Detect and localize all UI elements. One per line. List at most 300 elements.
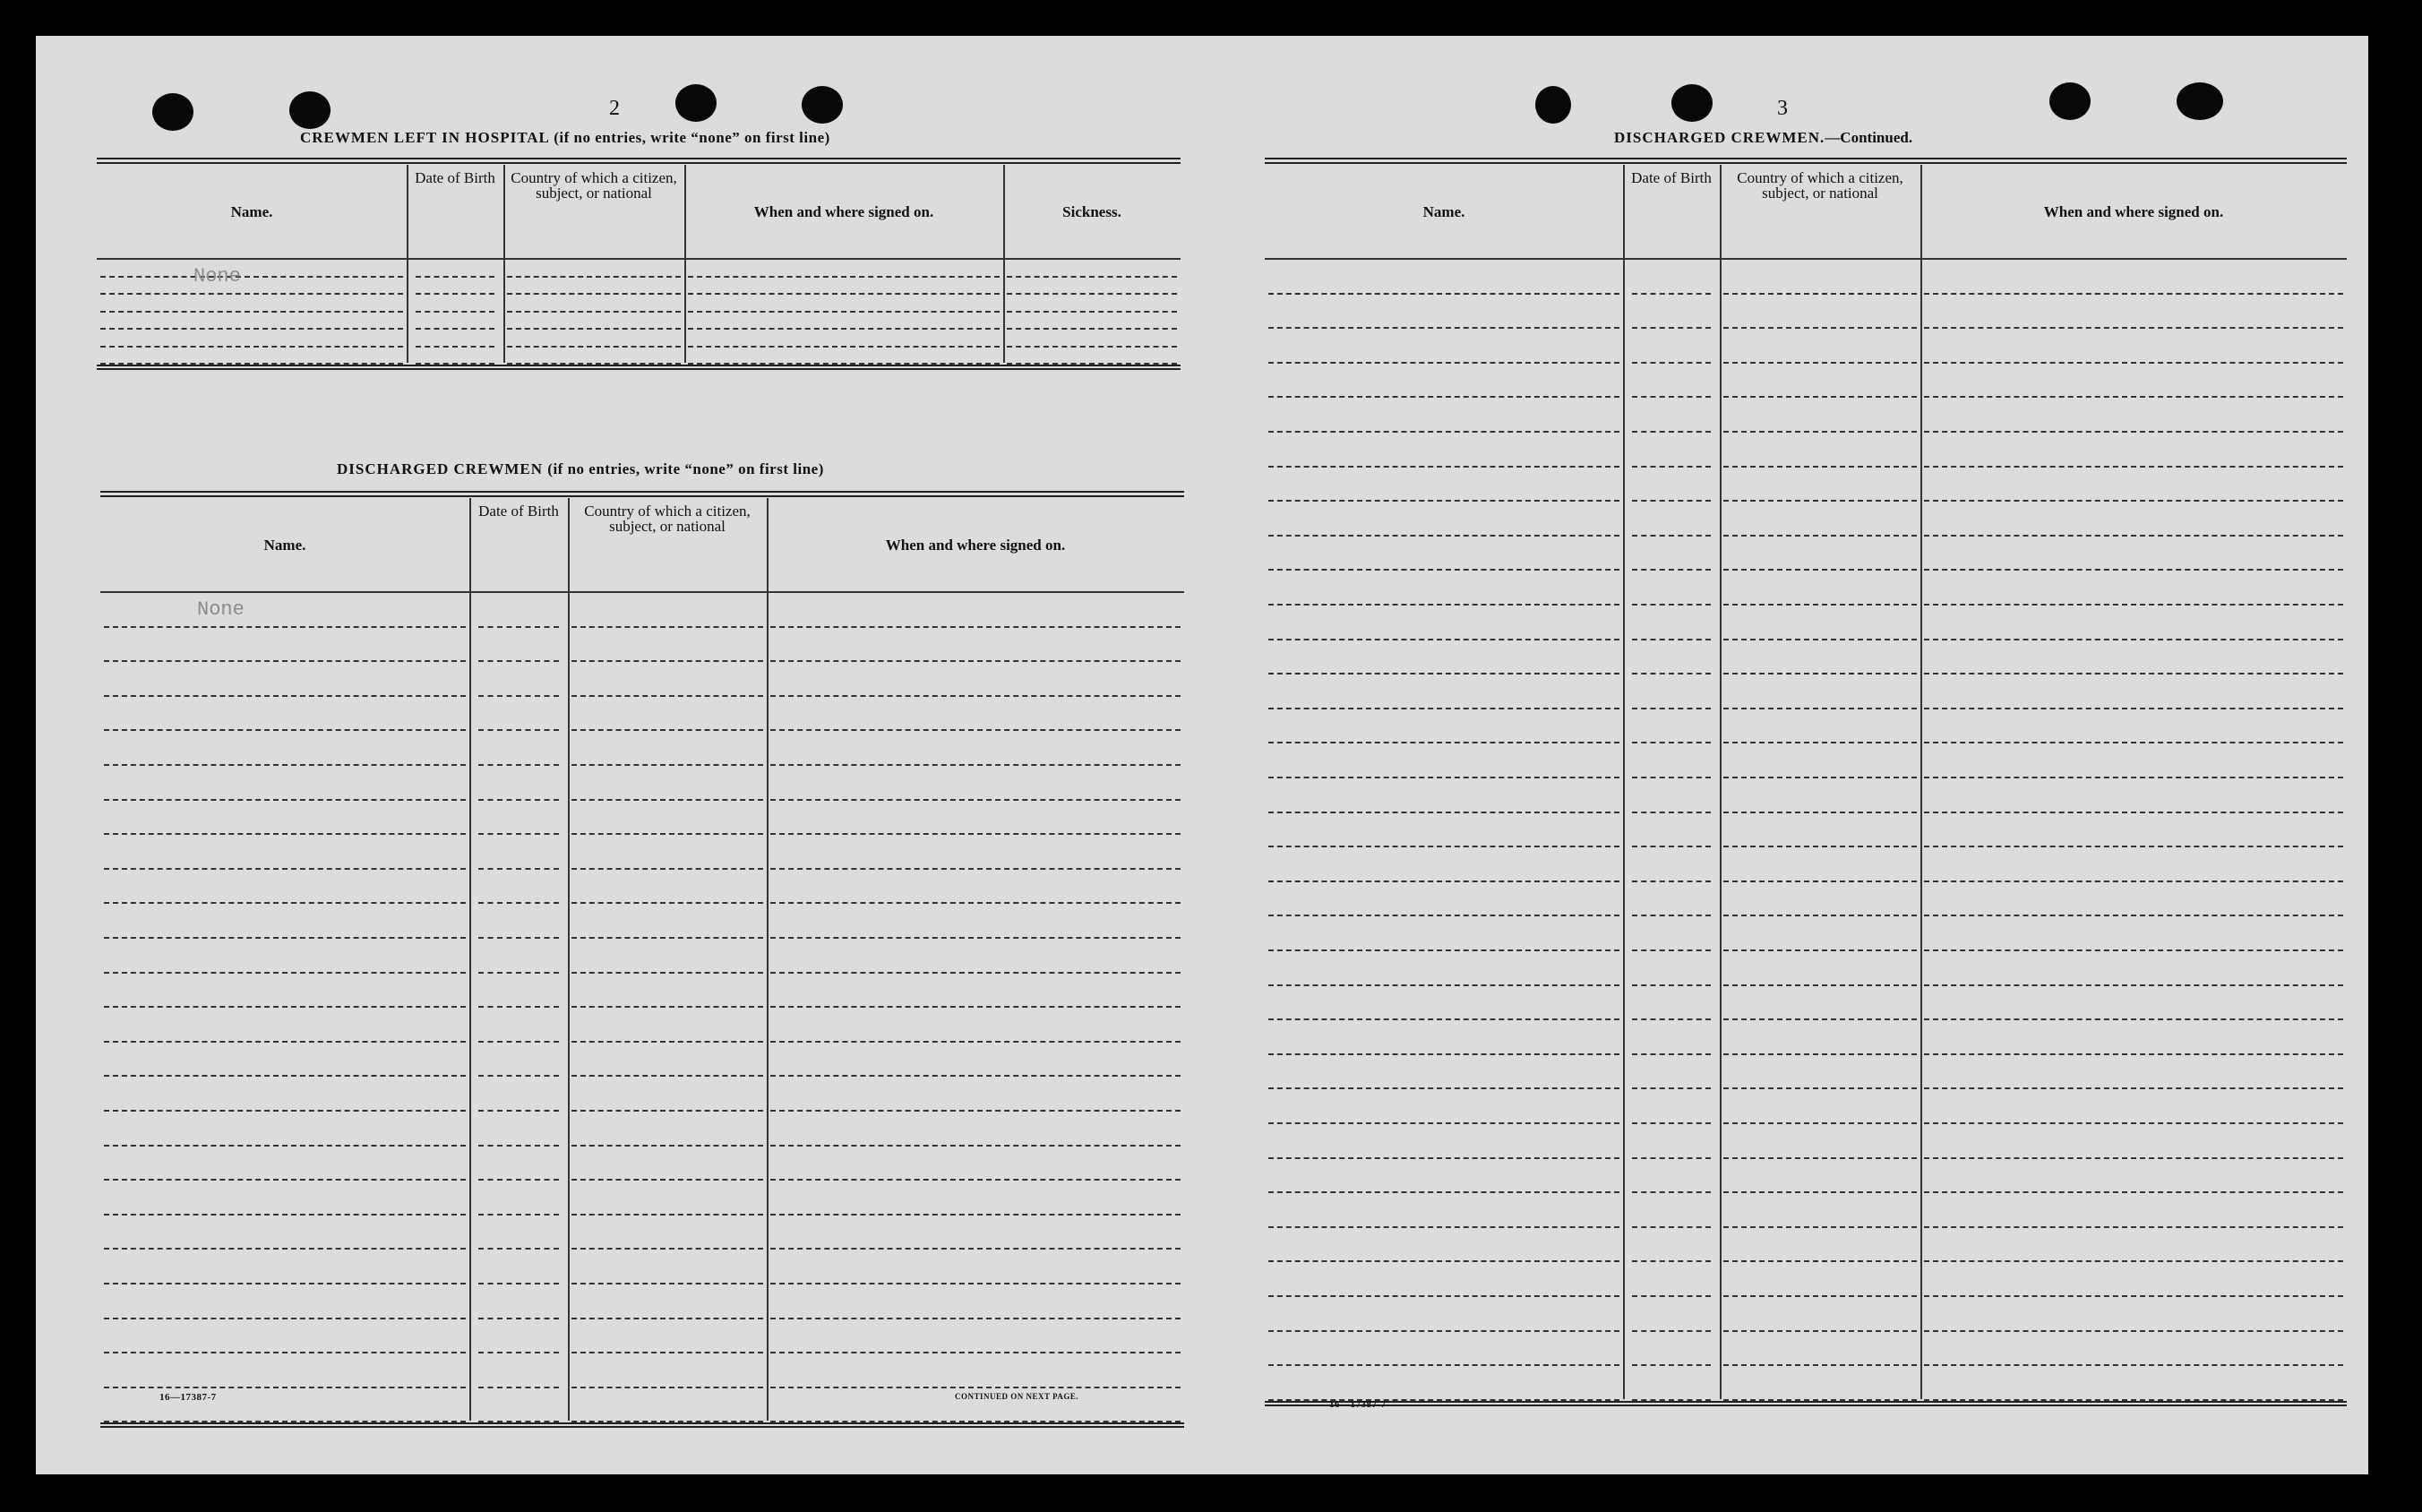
entry-line (1924, 1364, 2343, 1366)
page-number-left: 2 (609, 97, 620, 120)
header-rule (97, 258, 1181, 260)
entry-line (1924, 846, 2343, 847)
entry-line (770, 1075, 1181, 1077)
entry-line (1632, 742, 1711, 743)
entry-line (416, 276, 494, 278)
punch-hole (2049, 82, 2091, 120)
column-header: Country of which a citizen, subject, or national (1737, 169, 1903, 202)
continued-title-suffix: —Continued. (1825, 129, 1913, 146)
rule-bottom (97, 368, 1181, 370)
entry-line (1632, 708, 1711, 709)
entry-line (104, 1387, 466, 1388)
entry-line (1723, 604, 1917, 606)
entry-line (1268, 431, 1619, 433)
entry-line (571, 1075, 763, 1077)
rule-top (100, 495, 1184, 497)
entry-line (1723, 396, 1917, 398)
entry-line (1924, 639, 2343, 640)
form-number-left: 16—17387-7 (159, 1392, 217, 1403)
entry-line (770, 1110, 1181, 1112)
entry-line (1723, 569, 1917, 571)
entry-line (1924, 984, 2343, 986)
column-divider (767, 498, 769, 1421)
entry-line (770, 937, 1181, 939)
entry-line (478, 799, 559, 801)
entry-line (1632, 431, 1711, 433)
entry-line (1723, 708, 1917, 709)
entry-line (1268, 535, 1619, 537)
entry-line (478, 626, 559, 628)
entry-line (1268, 569, 1619, 571)
entry-line (1723, 1330, 1917, 1332)
entry-line (1268, 708, 1619, 709)
entry-line (770, 729, 1181, 731)
column-divider (1003, 165, 1005, 363)
entry-line (104, 729, 466, 731)
entry-line (1723, 466, 1917, 468)
entry-line (571, 660, 763, 662)
column-header: Date of Birth (415, 169, 495, 186)
entry-line (1268, 327, 1619, 329)
entry-line (1924, 812, 2343, 813)
entry-line (1924, 777, 2343, 778)
entry-line (1632, 569, 1711, 571)
entry-line (1723, 1364, 1917, 1366)
entry-line (1268, 1330, 1619, 1332)
entry-line (1723, 1226, 1917, 1228)
column-header: Date of Birth (1631, 169, 1712, 186)
entry-line (1924, 569, 2343, 571)
entry-line (1723, 812, 1917, 813)
entry-line (770, 1041, 1181, 1043)
entry-line (100, 311, 403, 313)
entry-line (571, 1179, 763, 1181)
entry-line (104, 1214, 466, 1216)
entry-line (1924, 431, 2343, 433)
entry-line (507, 276, 681, 278)
entry-line (478, 902, 559, 904)
entry-line (1007, 293, 1177, 295)
entry-line (770, 1214, 1181, 1216)
entry-line (1924, 1191, 2343, 1193)
rule-top (97, 158, 1181, 159)
hospital-table (97, 158, 1181, 372)
entry-line (571, 937, 763, 939)
entry-line (478, 695, 559, 697)
entry-line (1723, 1122, 1917, 1124)
entry-line (1632, 1226, 1711, 1228)
entry-line (1723, 742, 1917, 743)
entry-line (104, 1145, 466, 1147)
rule-top (1265, 158, 2347, 159)
entry-line (1007, 311, 1177, 313)
entry-line (104, 1352, 466, 1353)
entry-line (1632, 881, 1711, 882)
entry-line (104, 660, 466, 662)
entry-line (1924, 742, 2343, 743)
entry-line (571, 868, 763, 870)
entry-line (770, 626, 1181, 628)
entry-line (1007, 276, 1177, 278)
entry-line (1268, 362, 1619, 364)
rule-bottom (100, 1426, 1184, 1428)
entry-line (1268, 915, 1619, 916)
entry-line (1723, 1053, 1917, 1055)
entry-line (1723, 777, 1917, 778)
column-header: When and where signed on. (2043, 203, 2224, 220)
continued-note: CONTINUED ON NEXT PAGE. (955, 1392, 1079, 1401)
column-header: Name. (230, 203, 273, 220)
page-number-right: 3 (1777, 97, 1788, 120)
entry-line (1268, 984, 1619, 986)
entry-line (1268, 1122, 1619, 1124)
entry-line (1924, 293, 2343, 295)
entry-line (571, 1110, 763, 1112)
entry-line (1268, 639, 1619, 640)
entry-line (1924, 915, 2343, 916)
entry-line (478, 1352, 559, 1353)
entry-line (478, 937, 559, 939)
entry-line (1632, 362, 1711, 364)
entry-line (1924, 1122, 2343, 1124)
entry-line (1268, 1018, 1619, 1020)
entry-line (1632, 1053, 1711, 1055)
entry-line (1723, 915, 1917, 916)
entry-line (571, 1352, 763, 1353)
entry-line (507, 346, 681, 348)
entry-line (688, 328, 1000, 330)
entry-line (1632, 1364, 1711, 1366)
hospital-instruction: (if no entries, write “none” on first line) (554, 129, 830, 146)
entry-line (1632, 466, 1711, 468)
entry-line (1632, 1260, 1711, 1262)
entry-line (1924, 1226, 2343, 1228)
entry-line (1632, 1157, 1711, 1159)
entry-line (104, 972, 466, 974)
entry-line (104, 799, 466, 801)
column-header: When and where signed on. (753, 203, 934, 220)
column-header: Name. (263, 537, 306, 554)
entry-line (104, 902, 466, 904)
entry-line (478, 764, 559, 766)
form-number-right: 16—17387-7 (1329, 1399, 1387, 1410)
entry-line (478, 1283, 559, 1284)
rule-bottom (97, 365, 1181, 366)
entry-line (478, 1006, 559, 1008)
entry-line (571, 1387, 763, 1388)
rule-bottom (1265, 1405, 2347, 1406)
entry-line (770, 833, 1181, 835)
entry-line (571, 695, 763, 697)
entry-line (478, 1041, 559, 1043)
entry-line (770, 1248, 1181, 1250)
entry-line (1924, 396, 2343, 398)
entry-line (100, 346, 403, 348)
punch-hole (2177, 82, 2223, 120)
entry-line (1632, 984, 1711, 986)
punch-hole (802, 86, 843, 124)
entry-line (770, 764, 1181, 766)
column-header: Country of which a citizen, subject, or national (584, 503, 751, 535)
entry-line (770, 1179, 1181, 1181)
hospital-section-title (300, 129, 830, 147)
entry-line (104, 764, 466, 766)
entry-line (478, 833, 559, 835)
entry-line (1723, 362, 1917, 364)
entry-line (104, 1006, 466, 1008)
entry-line (104, 1075, 466, 1077)
entry-line (1268, 881, 1619, 882)
entry-line (1268, 742, 1619, 743)
entry-line (478, 1214, 559, 1216)
entry-line (1723, 984, 1917, 986)
entry-line (1924, 500, 2343, 502)
entry-line (1632, 1295, 1711, 1297)
discharged-section-title (337, 460, 824, 478)
entry-line (1632, 639, 1711, 640)
entry-line (1924, 327, 2343, 329)
entry-line (100, 328, 403, 330)
entry-line (1632, 535, 1711, 537)
entry-line (478, 1387, 559, 1388)
entry-line (416, 346, 494, 348)
hospital-title: CREWMEN LEFT IN HOSPITAL (300, 129, 549, 146)
entry-line (688, 293, 1000, 295)
column-header: Name. (1422, 203, 1465, 220)
entry-line (1632, 1122, 1711, 1124)
column-divider (1920, 165, 1922, 1399)
entry-line (1924, 1295, 2343, 1297)
entry-line (1723, 1018, 1917, 1020)
column-header: Date of Birth (478, 503, 559, 520)
entry-line (478, 1248, 559, 1250)
entry-line (1924, 535, 2343, 537)
column-header: Country of which a citizen, subject, or national (511, 169, 677, 202)
entry-line (104, 1110, 466, 1112)
entry-line (1632, 1018, 1711, 1020)
entry-line (1924, 949, 2343, 951)
entry-line (1632, 293, 1711, 295)
entry-line (1632, 949, 1711, 951)
entry-line (571, 833, 763, 835)
entry-line (688, 276, 1000, 278)
continued-section-title (1614, 129, 1912, 147)
entry-line (1632, 777, 1711, 778)
entry-line (1268, 1157, 1619, 1159)
entry-line (770, 1352, 1181, 1353)
entry-line (571, 729, 763, 731)
rule-bottom (1265, 1401, 2347, 1403)
entry-line (1268, 1295, 1619, 1297)
entry-line (1632, 673, 1711, 674)
column-divider (568, 498, 570, 1421)
entry-line (100, 276, 403, 278)
column-divider (407, 165, 408, 363)
column-divider (1623, 165, 1625, 1399)
entry-line (416, 328, 494, 330)
entry-line (1723, 1191, 1917, 1193)
entry-line (416, 293, 494, 295)
entry-line (1723, 535, 1917, 537)
entry-line (104, 1283, 466, 1284)
entry-line (1723, 293, 1917, 295)
entry-line (1632, 846, 1711, 847)
entry-line (1007, 346, 1177, 348)
entry-line (478, 729, 559, 731)
entry-line (1723, 673, 1917, 674)
rule-top (100, 491, 1184, 493)
entry-line (104, 1248, 466, 1250)
entry-line (770, 660, 1181, 662)
entry-line (571, 1318, 763, 1319)
entry-line (1924, 362, 2343, 364)
entry-line (1924, 1260, 2343, 1262)
entry-line (1268, 846, 1619, 847)
entry-line (507, 311, 681, 313)
rule-top (97, 162, 1181, 164)
entry-line (1632, 1087, 1711, 1089)
entry-line (1632, 1330, 1711, 1332)
entry-line (507, 328, 681, 330)
entry-line (770, 1283, 1181, 1284)
entry-line (1632, 500, 1711, 502)
entry-line (571, 764, 763, 766)
typed-entry: None (197, 598, 245, 621)
entry-line (104, 695, 466, 697)
entry-line (1268, 1191, 1619, 1193)
entry-line (571, 902, 763, 904)
column-divider (1720, 165, 1722, 1399)
column-divider (503, 165, 505, 363)
entry-line (1268, 1364, 1619, 1366)
header-rule (100, 591, 1184, 593)
entry-line (478, 972, 559, 974)
entry-line (1268, 673, 1619, 674)
entry-line (1632, 396, 1711, 398)
entry-line (688, 346, 1000, 348)
entry-line (1924, 466, 2343, 468)
entry-line (1924, 708, 2343, 709)
entry-line (478, 1145, 559, 1147)
entry-line (1723, 846, 1917, 847)
punch-hole (1671, 84, 1713, 122)
entry-line (1268, 604, 1619, 606)
entry-line (1268, 949, 1619, 951)
entry-line (770, 1318, 1181, 1319)
entry-line (571, 1283, 763, 1284)
entry-line (571, 1248, 763, 1250)
entry-line (1924, 881, 2343, 882)
entry-line (1268, 396, 1619, 398)
entry-line (478, 1110, 559, 1112)
entry-line (1723, 639, 1917, 640)
punch-hole (152, 93, 193, 131)
entry-line (104, 1318, 466, 1319)
punch-hole (289, 91, 331, 129)
entry-line (478, 1075, 559, 1077)
column-divider (469, 498, 471, 1421)
entry-line (1723, 1260, 1917, 1262)
entry-line (478, 868, 559, 870)
entry-line (1924, 1053, 2343, 1055)
entry-line (1268, 293, 1619, 295)
entry-line (770, 972, 1181, 974)
entry-line (104, 1179, 466, 1181)
punch-hole (675, 84, 717, 122)
discharged-continued-table (1265, 158, 2347, 1408)
entry-line (770, 868, 1181, 870)
entry-line (1632, 915, 1711, 916)
entry-line (770, 1387, 1181, 1388)
discharged-table (100, 491, 1184, 1430)
discharged-title: DISCHARGED CREWMEN (337, 460, 544, 477)
entry-line (104, 833, 466, 835)
entry-line (571, 1214, 763, 1216)
form-sheet (36, 36, 2368, 1474)
entry-line (416, 311, 494, 313)
entry-line (104, 937, 466, 939)
punch-hole (1535, 86, 1571, 124)
entry-line (770, 1145, 1181, 1147)
entry-line (1268, 466, 1619, 468)
entry-line (1924, 1018, 2343, 1020)
entry-line (1924, 604, 2343, 606)
entry-line (1723, 1157, 1917, 1159)
entry-line (1723, 431, 1917, 433)
entry-line (1632, 1191, 1711, 1193)
entry-line (1268, 812, 1619, 813)
entry-line (1723, 949, 1917, 951)
entry-line (1723, 1087, 1917, 1089)
entry-line (1632, 327, 1711, 329)
entry-line (1268, 1087, 1619, 1089)
entry-line (1268, 777, 1619, 778)
entry-line (478, 1318, 559, 1319)
entry-line (100, 293, 403, 295)
column-header: Sickness. (1062, 203, 1121, 220)
entry-line (1007, 328, 1177, 330)
entry-line (1268, 1053, 1619, 1055)
discharged-instruction: (if no entries, write “none” on first line) (547, 460, 824, 477)
entry-line (478, 1179, 559, 1181)
entry-line (1723, 500, 1917, 502)
entry-line (571, 1006, 763, 1008)
column-header: When and where signed on. (885, 537, 1066, 554)
entry-line (478, 660, 559, 662)
entry-line (770, 799, 1181, 801)
entry-line (1723, 1295, 1917, 1297)
typed-entry: None (193, 265, 241, 288)
entry-line (770, 902, 1181, 904)
entry-line (770, 1006, 1181, 1008)
header-rule (1265, 258, 2347, 260)
entry-line (571, 799, 763, 801)
entry-line (571, 626, 763, 628)
entry-line (1723, 327, 1917, 329)
entry-line (1924, 1330, 2343, 1332)
entry-line (1268, 1260, 1619, 1262)
entry-line (688, 311, 1000, 313)
entry-line (1268, 500, 1619, 502)
column-divider (684, 165, 686, 363)
rule-top (1265, 162, 2347, 164)
entry-line (104, 626, 466, 628)
entry-line (1632, 812, 1711, 813)
entry-line (1924, 1087, 2343, 1089)
continued-title: DISCHARGED CREWMEN. (1614, 129, 1825, 146)
entry-line (507, 293, 681, 295)
entry-line (104, 1041, 466, 1043)
